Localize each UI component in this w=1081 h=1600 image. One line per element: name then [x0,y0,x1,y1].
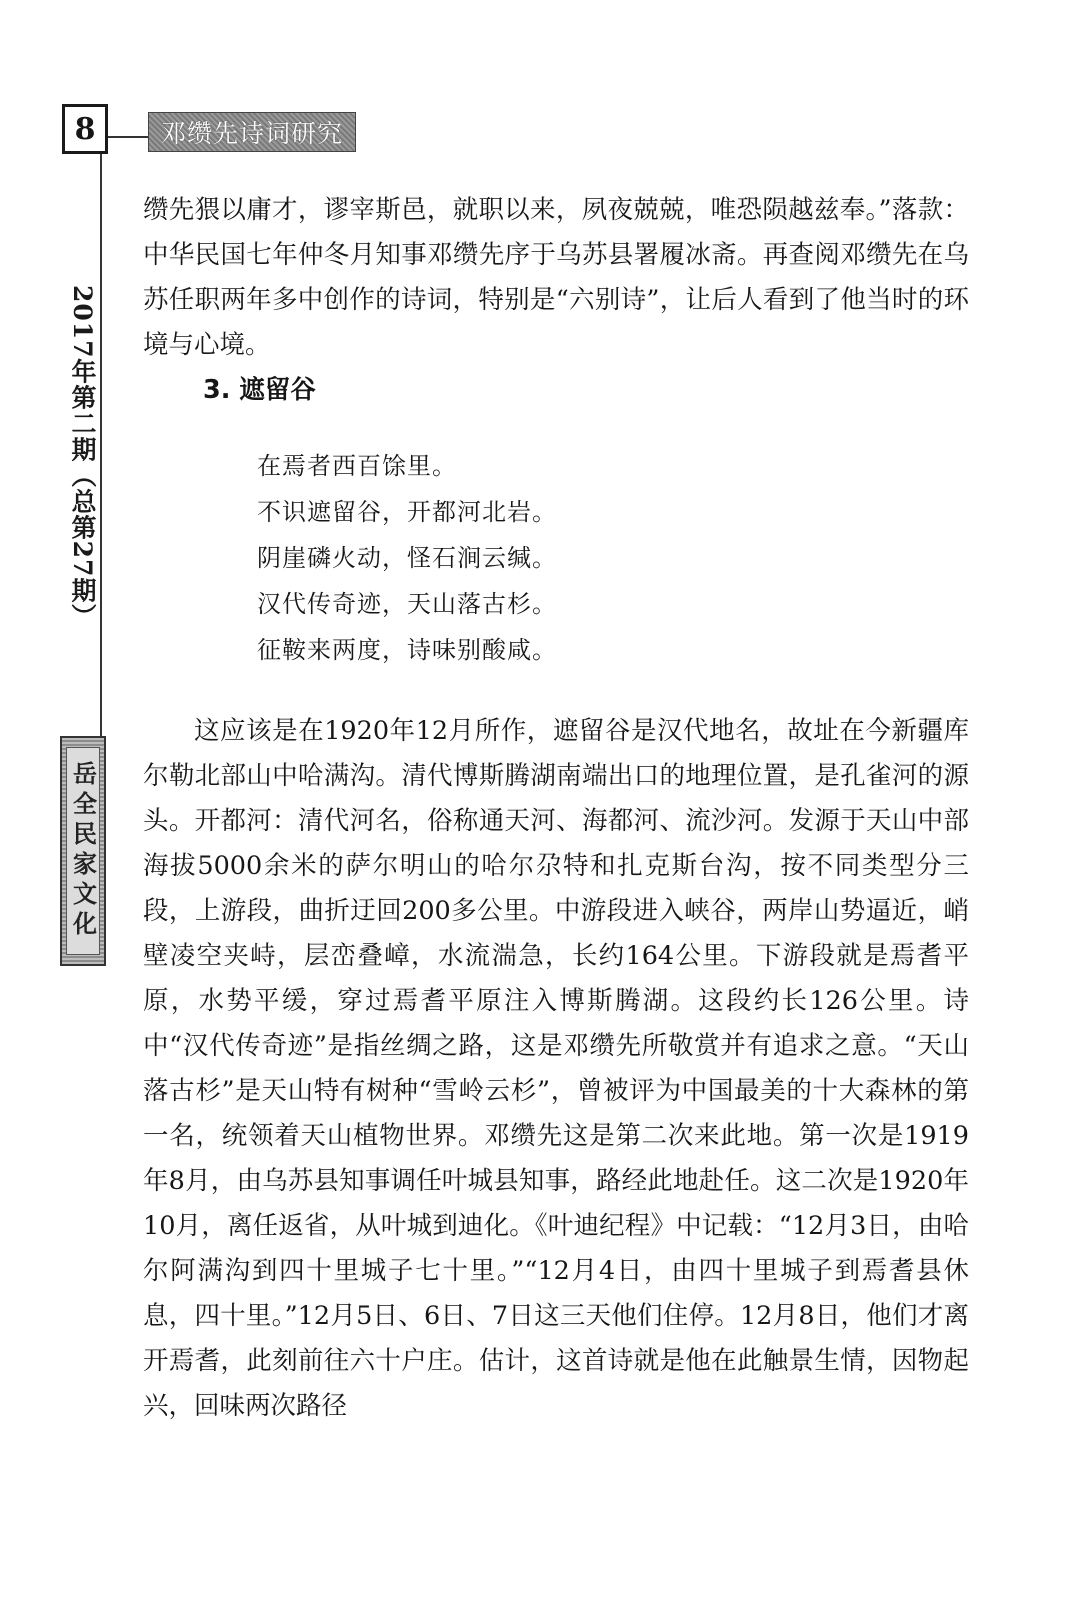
main-text [143,188,969,1429]
poem-line: 征鞍来两度，诗味别酸咸。 [257,636,557,664]
poem-line: 汉代传奇迹，天山落古杉。 [257,590,557,618]
seal-text: 岳全民家文化 [66,747,100,955]
publication-seal [60,736,106,966]
section-heading: 3. 遮留谷 [203,375,316,405]
paragraph-continued: 缵先猥以庸才，谬宰斯邑，就职以来，夙夜兢兢，唯恐陨越兹奉。”落款：中华民国七年仲冬月知事邓缵先序于乌苏县署履冰斋。再查阅邓缵先在乌苏任职两年多中创作的诗词，特别是“六别诗”，让后人看到了他当时的环境与心境。 [143,195,969,360]
header-rule [108,136,148,138]
page-number [62,104,108,154]
running-title [148,112,356,152]
issue-label: 2017年第二期（总第27期） [68,285,97,630]
poem-line: 在焉者西百馀里。 [257,452,457,480]
paragraph-commentary: 这应该是在1920年12月所作，遮留谷是汉代地名，故址在今新疆库尔勒北部山中哈满沟。清代博斯腾湖南端出口的地理位置，是孔雀河的源头。开都河：清代河名，俗称通天河、海都河、流沙河。发源于天山中部海拔5000余米的萨尔明山的哈尔尕特和扎克斯台沟，按不同类型分三段，上游段，曲折迂回200多公里。中游段进入峡谷，两岸山势逼近，峭壁凌空夹峙，层峦叠嶂，水流湍急，长约164公里。下游段就是焉耆平原，水势平缓，穿过焉耆平原注入博斯腾湖。这段约长126公里。诗中“汉代传奇迹”是指丝绸之路，这是邓缵先所敬赏并有追求之意。“天山落古杉”是天山特有树种“雪岭云杉”，曾被评为中国最美的十大森林的第一名，统领着天山植物世界。邓缵先这是第二次来此地。第一次是1919年8月，由乌苏县知事调任叶城县知事，路经此地赴任。这二次是1920年10月，离任返省，从叶城到迪化。《叶迪纪程》中记载：“12月3日，由哈尔阿满沟到四十里城子七十里。”“12月4日，由四十里城子到焉耆县休息，四十里。”12月5日、6日、7日这三天他们住停。12月8日，他们才离开焉耆，此刻前往六十户庄。估计，这首诗就是他在此触景生情，因物起兴，回味两次路径 [143,716,969,1421]
poem-line: 阴崖磷火动，怪石涧云缄。 [257,544,557,572]
poem [257,443,969,673]
page-number-text: 8 [74,111,96,147]
running-title-text: 邓缵先诗词研究 [161,119,344,148]
poem-line: 不识遮留谷，开都河北岩。 [257,498,557,526]
margin-rule [100,154,102,744]
